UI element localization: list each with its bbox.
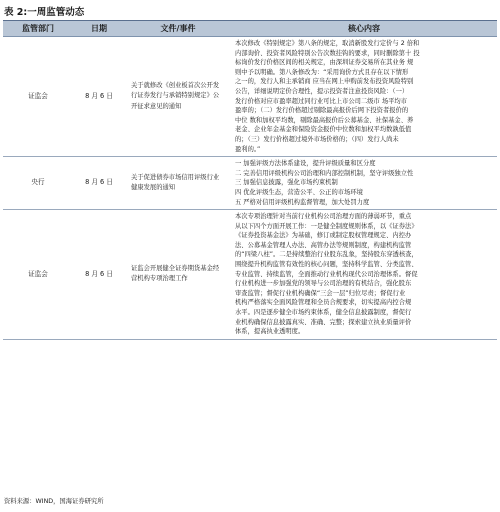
content-line: 专业监管、持续监管，全面推动行业机构现代公司治理体系。督促: [235, 270, 418, 278]
event-cell: 证监会开展健全证券期货基金经营机构专项治理工作: [125, 210, 231, 340]
date-cell: 8 月 6 日: [73, 37, 125, 157]
table-row: [3, 157, 497, 210]
content-line: 五 严格对信用评级机构监督管理，加大处罚力度: [235, 198, 370, 206]
date-cell: 8 月 6 日: [73, 210, 125, 340]
content-line: 中位 数和加权平均数，剔除最高报价后公募基金、社保基金、养: [235, 116, 414, 124]
table-header-row: [3, 21, 497, 37]
content-line: 四 优化评级生态，营造公平、公正的市场环境: [235, 188, 363, 196]
header-event: 文件/事件: [125, 21, 231, 37]
content-line: 的；（三）发行价格超过境外市场价格的；（四）发行人尚未: [235, 135, 399, 143]
content-line: 三 加强信息披露，强化市场约束机制: [235, 179, 338, 187]
content-line: 审查监管；督促行业机构确保“三会一层”归位尽责；督促行业: [235, 289, 406, 297]
content-line: 内部询价、投资者风险特别公告次数挂钩的要求，同时删除第十 投: [235, 49, 420, 57]
regulatory-table: [3, 20, 497, 340]
content-line: 公告，详细说明定价合理性，提示投资者注意投资风险：（一）: [235, 87, 409, 95]
content-line: 业机构确保信息披露真实、准确、完整；探索建立执业质量评价: [235, 318, 412, 326]
content-cell: [231, 157, 497, 210]
content-line: 机构严格落实全面风险管理和全员合规要求，切实提高内控合规: [235, 299, 412, 307]
content-line: 本次修改《特别规定》第八条的规定，取消新股发行定价与 2 倍和: [235, 40, 420, 47]
content-line: 发行价格对应市盈率超过同行业可比上市公司二级市 场平均市: [235, 97, 408, 105]
table-row: [3, 210, 497, 340]
content-line: 老金、企业年金基金和保险资金报价中位数和加权平均数孰低值: [235, 126, 412, 134]
content-line: 行业机构进一步加强党的领导与公司治理的有机结合，强化股东: [235, 280, 412, 288]
table-title: 表 2:一周监管动态: [4, 7, 85, 18]
content-cell: [231, 210, 497, 340]
content-line: 标询价发行价格区间的相关规定，由深圳证券交易所在其业务 规: [235, 59, 414, 67]
content-line: 之一的，发行人和主承销商 应当在网上申购前发布投资风险特别: [235, 78, 414, 86]
content-line: 水平。四是逐步健全市场约束体系，健全信息披露制度，督促行: [235, 309, 412, 317]
content-line: 盈率的；（二）发行价格超过剔除最高报价后网下投资者报价的: [235, 107, 409, 115]
content-line: 《证券投资基金法》为基础，修订或制定股权管理规定、内控办: [235, 232, 412, 240]
content-line: 从以下四个方面开展工作：一是健全制度规则体系，以《证券法》: [235, 222, 418, 230]
content-line: 体系，提高执业透明度。: [235, 328, 305, 336]
content-line: 盈利的。”: [235, 145, 261, 153]
header-content: 核心内容: [231, 21, 497, 37]
content-line: 的“四梁八柱”。二是持续整治行业股东乱象，坚持股东穿透核查，: [235, 251, 418, 259]
source-note: 资料来源：WIND，国海证券研究所: [4, 498, 104, 505]
event-cell: 关于就修改《创业板首次公开发行证券发行与承销特别规定》公开征求意见的通知: [125, 37, 231, 157]
dept-cell: 央行: [3, 157, 73, 210]
content-line: 本次专项治理针对当前行业机构公司治理方面的薄弱环节，重点: [235, 213, 412, 221]
content-line: 则中予以明确。第八条修改为：“采用询价方式且存在以下情形: [235, 68, 409, 76]
content-line: 法、公募基金管理人办法、高管办法等规则制度，构建机构监管: [235, 241, 412, 249]
content-line: 二 完善信用评级机构公司治理和内部控制机制，坚守评级独立性: [235, 169, 414, 177]
content-cell: [231, 37, 497, 157]
event-cell: 关于促进债券市场信用评级行业健康发展的通知: [125, 157, 231, 210]
dept-cell: 证监会: [3, 210, 73, 340]
content-line: 围绕提升机构监管有效性的核心问题，坚持科学监管、分类监管、: [235, 261, 418, 269]
dept-cell: 证监会: [3, 37, 73, 157]
date-cell: 8 月 6 日: [73, 157, 125, 210]
header-dept: 监管部门: [3, 21, 73, 37]
table-row: [3, 37, 497, 157]
header-date: 日期: [73, 21, 125, 37]
content-line: 一 加强评级方法体系建设，提升评级质量和区分度: [235, 160, 376, 168]
